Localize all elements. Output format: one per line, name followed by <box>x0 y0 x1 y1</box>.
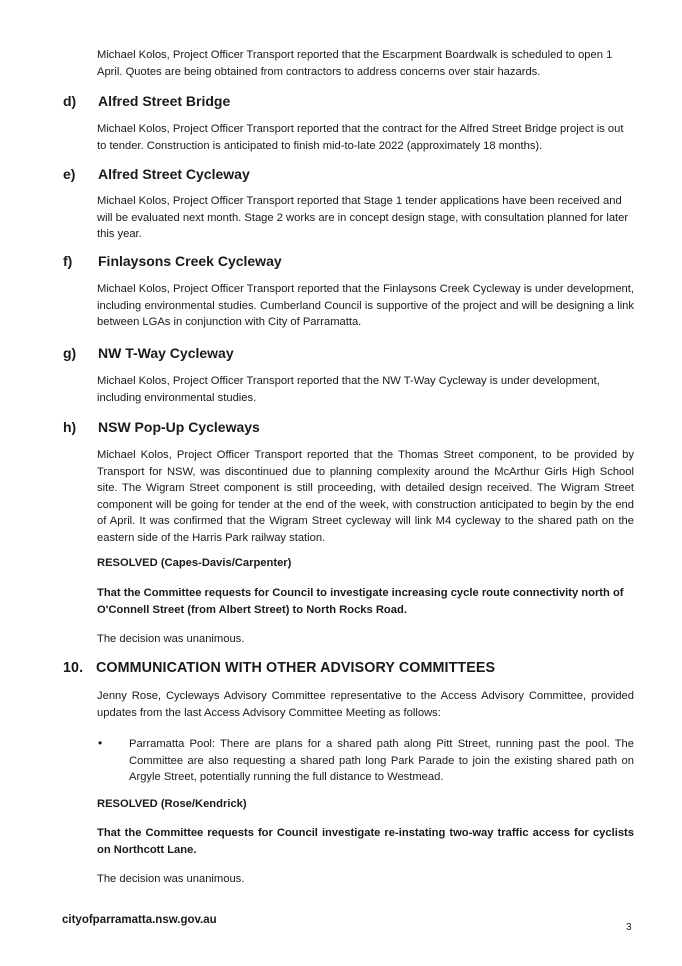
section-number: 10. <box>63 660 84 676</box>
item-paragraph: Michael Kolos, Project Officer Transport reported that the Finlaysons Creek Cycleway is under development, including environmental studies. Cumberland Council is supportive of the project and will be designing a link between LGAs in conjunction with City of Parramatta. <box>97 283 634 328</box>
item-title: Alfred Street Cycleway <box>98 166 250 182</box>
resolved-label: RESOLVED (Capes-Davis/Carpenter) <box>97 557 292 569</box>
item-letter: h) <box>63 419 77 435</box>
item-letter: g) <box>63 345 77 361</box>
bullet-dot: • <box>98 736 103 750</box>
item-paragraph: Michael Kolos, Project Officer Transport reported that Stage 1 tender applications have been received and will be evaluated next month. Stage 2 works are in concept design stage, with consultation planned for later this year. <box>97 195 629 240</box>
item-letter: e) <box>63 166 76 182</box>
resolution-text: That the Committee requests for Council investigate re-instating two-way traffic access for cyclists on Northcott Lane. <box>97 827 634 856</box>
footer-website: cityofparramatta.nsw.gov.au <box>62 914 217 926</box>
section-heading-communication <box>63 659 495 677</box>
item-paragraph: Michael Kolos, Project Officer Transport reported that the Thomas Street component, to be provided by Transport for NSW, was discontinued due to planning complexity around the McArthur Girls High School site. The Wigram Street component is still proceeding, with detailed design received. The Wigram Street component will be going for tender at the end of the week, with construction anticipated to begin by the end of April. It was confirmed that the Wigram Street cycleway will link M4 cycleway to the shared path on the eastern side of the Harris Park railway station. <box>97 449 634 544</box>
item-title: Alfred Street Bridge <box>98 93 231 109</box>
item-letter: d) <box>63 93 77 109</box>
decision-text: The decision was unanimous. <box>97 633 245 645</box>
item-title: Finlaysons Creek Cycleway <box>98 253 282 269</box>
intro-paragraph: Michael Kolos, Project Officer Transport reported that the Escarpment Boardwalk is scheduled to open 1 April. Quotes are being obtained from contractors to address concerns over stair hazards. <box>97 49 613 78</box>
section-title: COMMUNICATION WITH OTHER ADVISORY COMMITTEES <box>96 660 496 676</box>
item-heading-alfred-street-bridge <box>63 92 230 110</box>
item-heading-nsw-pop-up-cycleways <box>63 418 260 436</box>
item-letter: f) <box>63 253 73 269</box>
section-paragraph: Jenny Rose, Cycleways Advisory Committee representative to the Access Advisory Committee, provided updates from the last Access Advisory Committee Meeting as follows: <box>97 690 634 719</box>
item-heading-finlaysons-creek-cycleway <box>63 252 282 270</box>
item-title: NW T-Way Cycleway <box>98 345 234 361</box>
item-paragraph: Michael Kolos, Project Officer Transport reported that the contract for the Alfred Street Bridge project is out to tender. Construction is anticipated to finish mid-to-late 2022 (approximately 18 months). <box>97 123 624 152</box>
item-heading-nw-t-way-cycleway <box>63 344 234 362</box>
resolution-text: That the Committee requests for Council to investigate increasing cycle route connectivity north of O'Connell Street (from Albert Street) to North Rocks Road. <box>97 587 624 616</box>
decision-text: The decision was unanimous. <box>97 873 245 885</box>
item-paragraph: Michael Kolos, Project Officer Transport reported that the NW T-Way Cycleway is under development, including environmental studies. <box>97 375 600 404</box>
item-title: NSW Pop-Up Cycleways <box>98 419 260 435</box>
resolved-label: RESOLVED (Rose/Kendrick) <box>97 798 247 810</box>
item-heading-alfred-street-cycleway <box>63 165 250 183</box>
bullet-item-parramatta-pool: Parramatta Pool: There are plans for a shared path along Pitt Street, running past the pool. The Committee are also requesting a shared path long Park Parade to join the existing shared path on Argyle Street, potentially running the full distance to Westmead. <box>129 738 634 783</box>
page-number: 3 <box>626 922 632 933</box>
